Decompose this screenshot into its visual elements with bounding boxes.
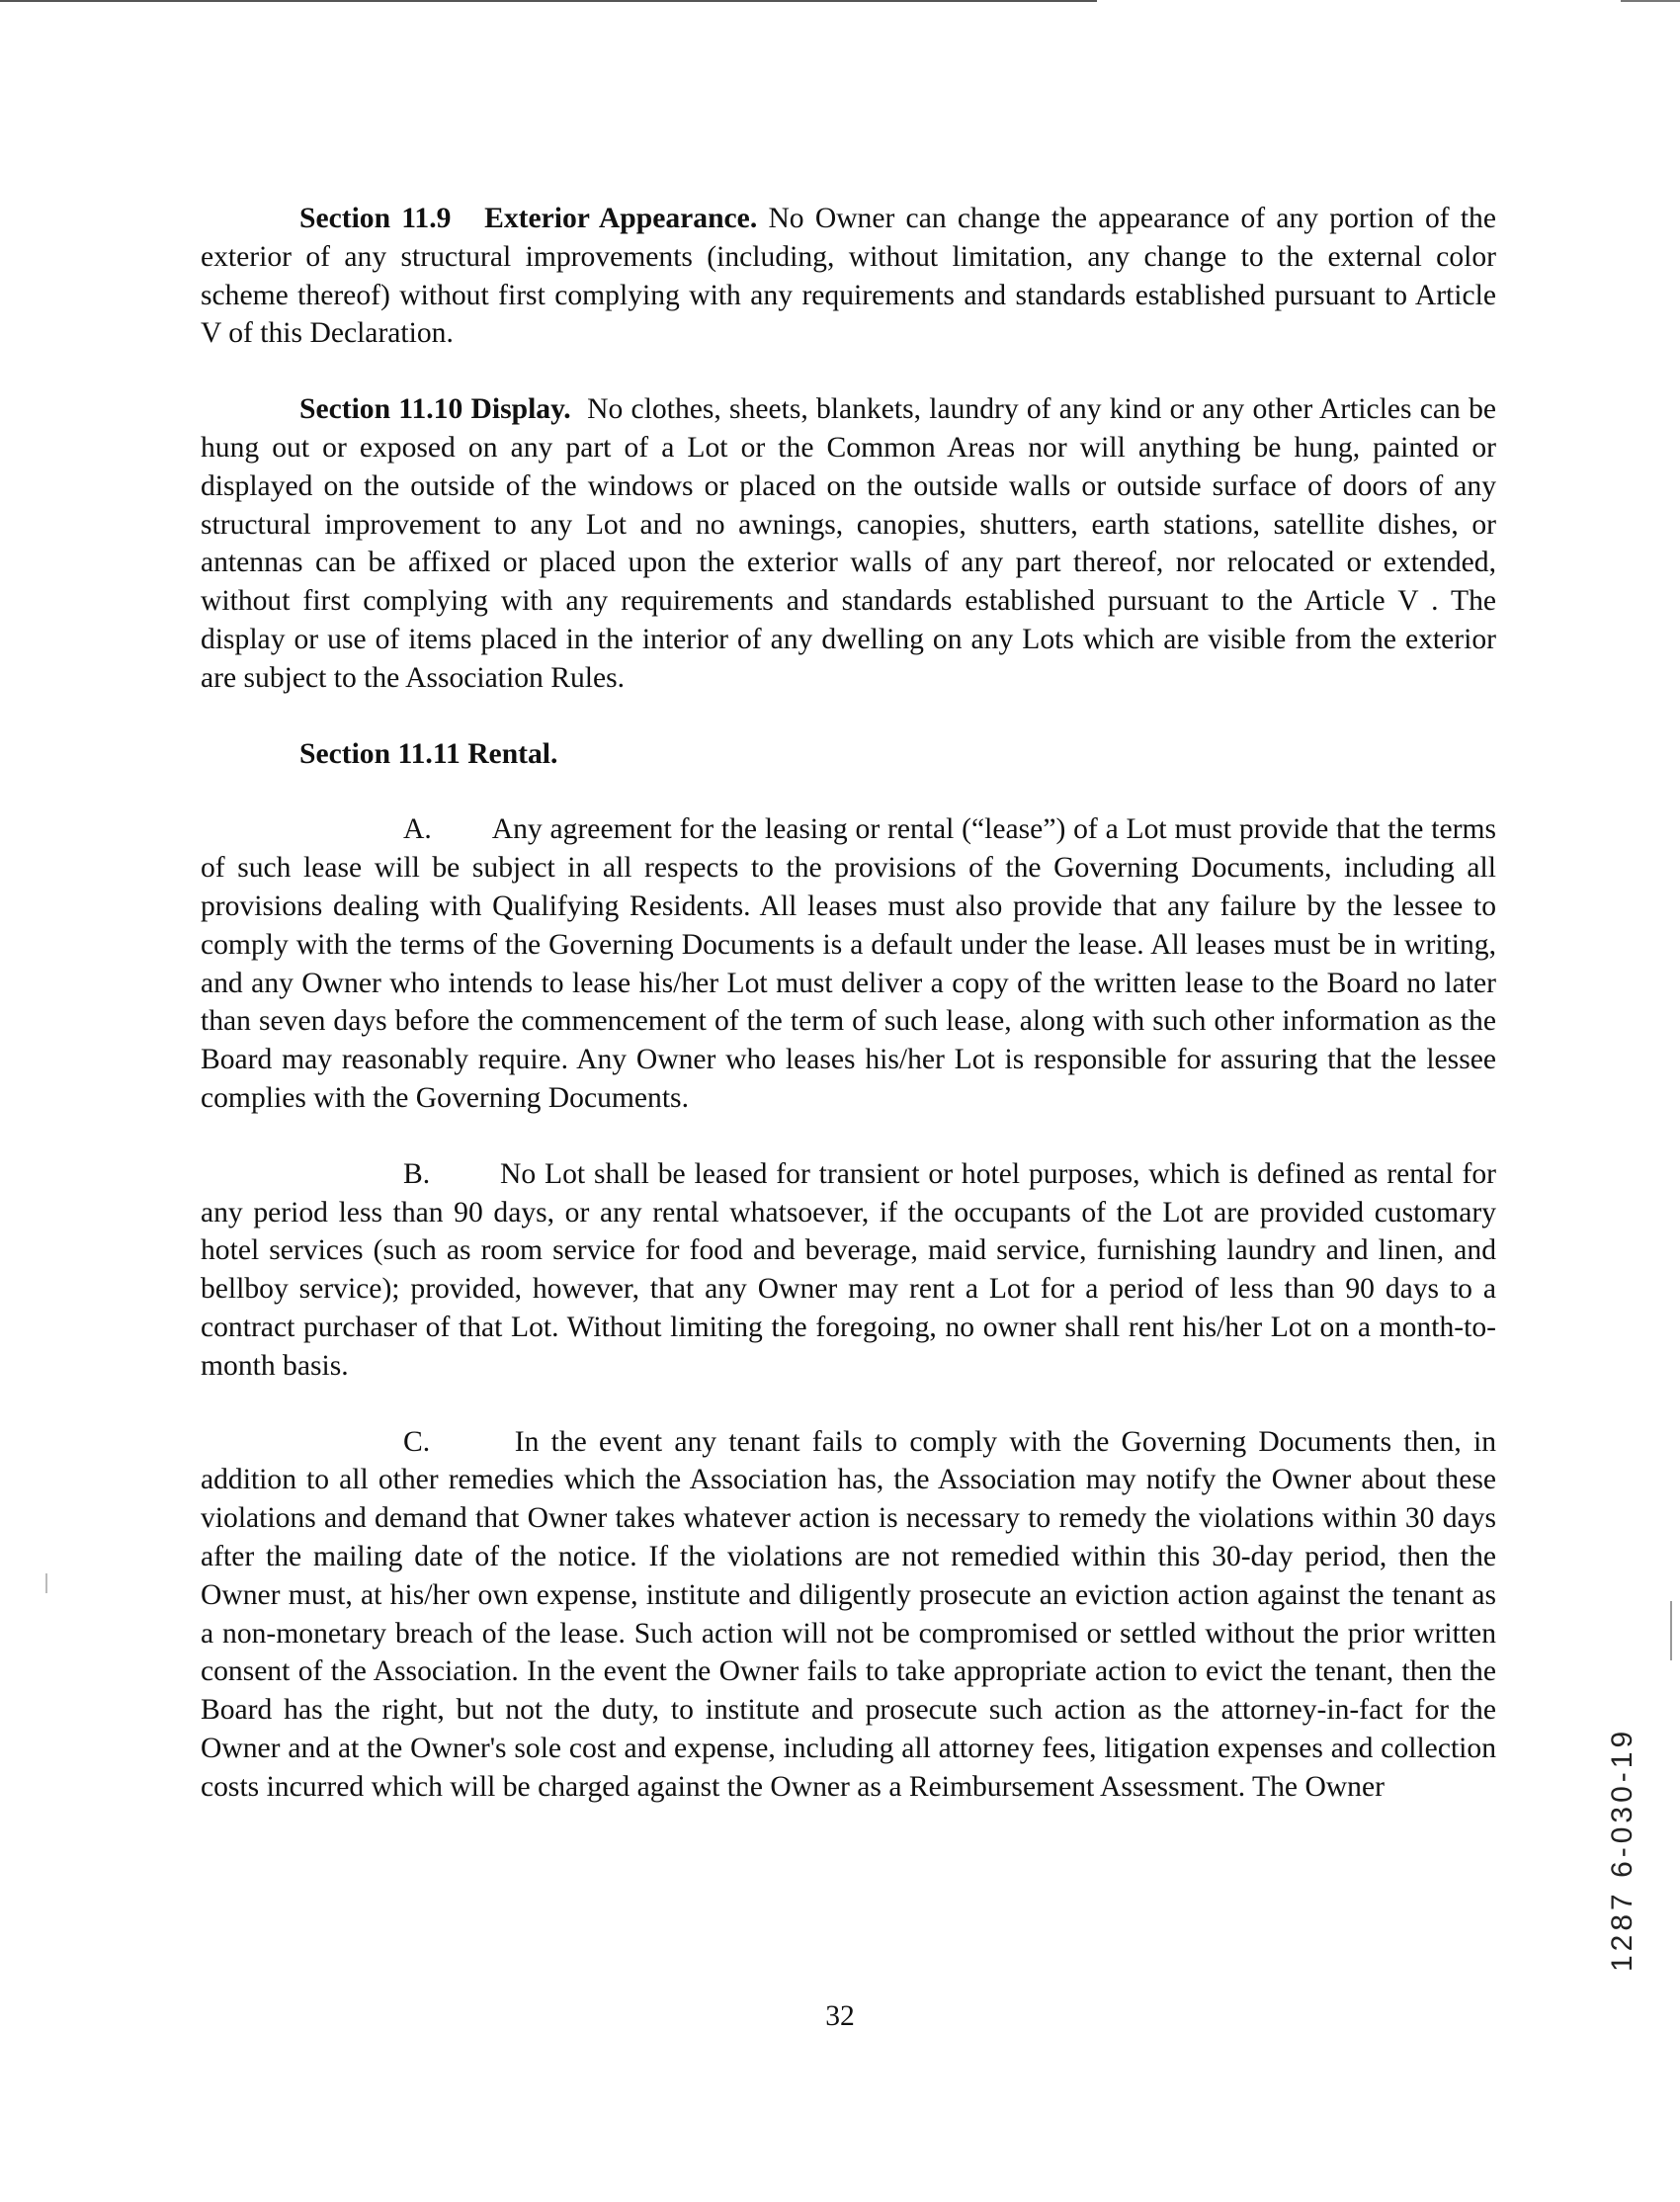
section-11-10-heading: Section 11.10 [299, 393, 463, 426]
document-body [201, 200, 1496, 1806]
subsection-body: No Lot shall be leased for transient or hotel purposes, which is defined as rental for any period less than 90 days, or any rental whatsoever, if the occupants of the Lot are provided customary hotel services (such as room service for food and beverage, maid service, furnishing laundry and linen, and bellboy service); provided, however, that any Owner may rent a Lot for a period of less than 90 days to a contract purchaser of that Lot. Without limiting the foregoing, no owner shall rent his/her Lot on a month-to-month basis. [201, 1157, 1496, 1382]
rental-subsection-a [201, 810, 1496, 1117]
section-11-11-heading: Section 11.11 [299, 737, 461, 770]
scan-edge-line-right [1621, 0, 1680, 2]
section-11-9-title: Exterior Appearance. [484, 203, 758, 234]
recording-stamp: 1287 6-030-19 [1606, 1727, 1638, 1972]
subsection-body: In the event any tenant fails to comply with the Governing Documents then, in addition to all other remedies which the Association has, the Association may notify the Owner about these violations and demand that Owner takes whatever action is necessary to remedy the violations within 30 days after the mailing date of the notice. If the violations are not remedied within this 30-day period, then the Owner must, at his/her own expense, institute and diligently prosecute an eviction action against the tenant as a non-monetary breach of the lease. Such action will not be compromised or settled without the prior written consent of the Association. In the event the Owner fails to take appropriate action to evict the tenant, then the Board has the right, but not the duty, to institute and prosecute such action as the attorney-in-fact for the Owner and at the Owner's sole cost and expense, including all attorney fees, litigation expenses and collection costs incurred which will be charged against the Owner as a Reimbursement Assessment. The Owner [201, 1425, 1496, 1803]
section-11-10-body: No clothes, sheets, blankets, laundry of any kind or any other Articles can be hung out or exposed on any part of a Lot or the Common Areas nor will anything be hung, painted or displayed on the outside of the windows or placed on the outside walls or outside surface of doors of any structural improvement to any Lot and no awnings, canopies, shutters, earth stations, satellite dishes, or antennas can be affixed or placed upon the exterior walls of any part thereof, nor relocated or extended, without first complying with any requirements and standards established pursuant to the Article V . The display or use of items placed in the interior of any dwelling on any Lots which are visible from the exterior are subject to the Association Rules. [201, 393, 1497, 694]
scan-mark [45, 1573, 47, 1593]
section-11-9-body: No Owner can change the appearance of any portion of the exterior of any structural improvements (including, without limitation, any change to the external color scheme thereof) without first complying with any requirements and standards established pursuant to Article V of this Declaration. [201, 203, 1496, 350]
section-11-10-title: Display. [470, 393, 571, 426]
rental-subsection-c [201, 1423, 1496, 1807]
scan-edge-line [0, 0, 1097, 2]
section-11-11-title: Rental. [467, 737, 558, 770]
page-number: 32 [825, 2000, 855, 2032]
section-11-11 [201, 735, 1496, 774]
section-11-9-heading: Section 11.9 [299, 203, 452, 234]
scan-mark-right [1670, 1601, 1672, 1660]
section-11-10 [201, 390, 1496, 697]
section-11-9 [201, 200, 1496, 353]
subsection-label: C. [403, 1425, 431, 1458]
subsection-label: B. [403, 1157, 431, 1190]
subsection-label: A. [403, 813, 432, 846]
rental-subsection-b [201, 1155, 1496, 1386]
subsection-body: Any agreement for the leasing or rental (“lease”) of a Lot must provide that the terms of such lease will be subject in all respects to the provisions of the Governing Documents, including all provisions dealing with Qualifying Residents. All leases must also provide that any failure by the lessee to comply with the terms of the Governing Documents is a default under the lease. All leases must be in writing, and any Owner who intends to lease his/her Lot must deliver a copy of the written lease to the Board no later than seven days before the commencement of the term of such lease, along with such other information as the Board may reasonably require. Any Owner who leases his/her Lot is responsible for assuring that the lessee complies with the Governing Documents. [201, 813, 1496, 1114]
